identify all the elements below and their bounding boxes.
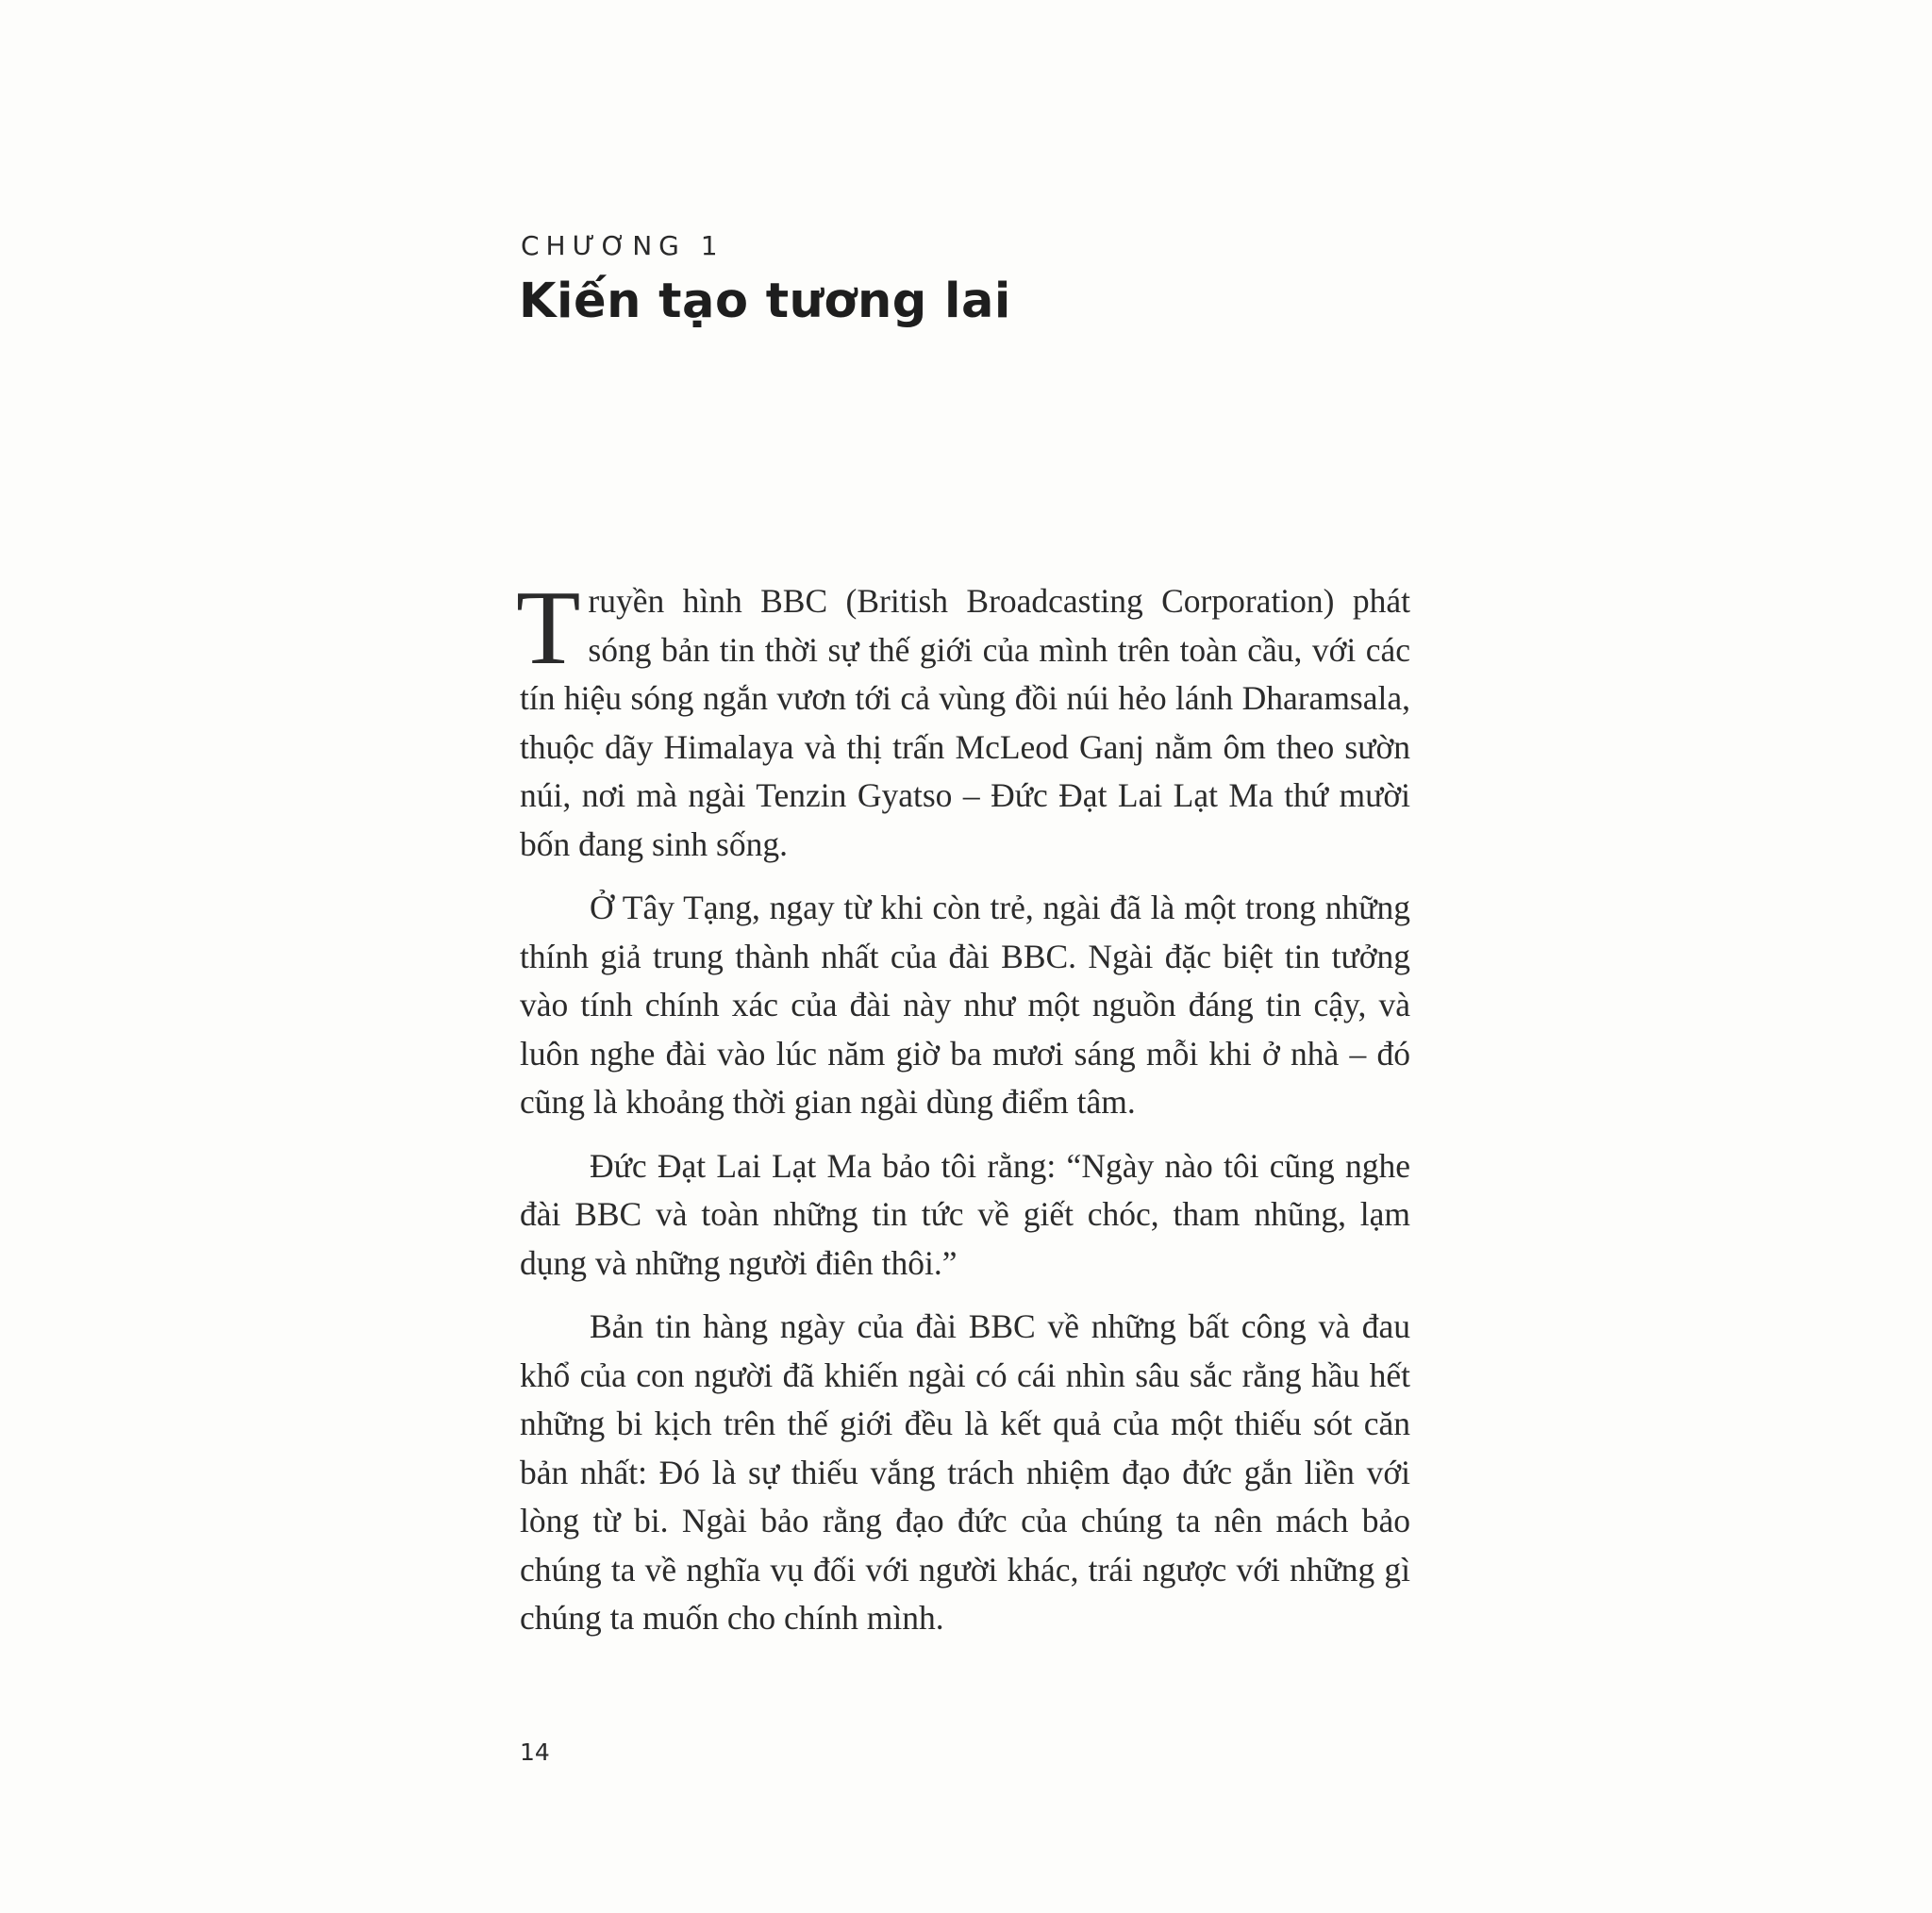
paragraph-1-text: ruyền hình BBC (British Broadcasting Corporation) phát sóng bản tin thời sự thế giới của mình trên toàn cầu, với các tín hiệu sóng ngắn vươn tới cả vùng đồi núi hẻo lánh Dharamsala, thuộc dãy Himalaya và thị trấn McLeod Ganj nằm ôm theo sườn núi, nơi mà ngài Tenzin Gyatso – Đức Đạt Lai Lạt Ma thứ mười bốn đang sinh sống. (520, 582, 1410, 863)
chapter-title: Kiến tạo tương lai (519, 274, 1011, 329)
paragraph-4: Bản tin hàng ngày của đài BBC về những bất công và đau khổ của con người đã khiến ngài có cái nhìn sâu sắc rằng hầu hết những bi kịch trên thế giới đều là kết quả của một thiếu sót căn bản nhất: Đó là sự thiếu vắng trách nhiệm đạo đức gắn liền với lòng từ bi. Ngài bảo rằng đạo đức của chúng ta nên mách bảo chúng ta về nghĩa vụ đối với người khác, trái ngược với những gì chúng ta muốn cho chính mình. (520, 1307, 1410, 1637)
paragraph-3: Đức Đạt Lai Lạt Ma bảo tôi rằng: “Ngày nào tôi cũng nghe đài BBC và toàn những tin tức về giết chóc, tham nhũng, lạm dụng và những người điên thôi.” (520, 1146, 1410, 1282)
paragraph-2: Ở Tây Tạng, ngay từ khi còn trẻ, ngài đã là một trong những thính giả trung thành nhất của đài BBC. Ngài đặc biệt tin tưởng vào tính chính xác của đài này như một nguồn đáng tin cậy, và luôn nghe đài vào lúc năm giờ ba mươi sáng mỗi khi ở nhà – đó cũng là khoảng thời gian ngài dùng điểm tâm. (520, 889, 1410, 1121)
body-text (516, 570, 1410, 1658)
paragraph-1 (516, 570, 1410, 869)
page-number: 14 (520, 1738, 550, 1766)
drop-cap: T (516, 570, 581, 687)
chapter-label: CHƯƠNG 1 (521, 230, 724, 261)
